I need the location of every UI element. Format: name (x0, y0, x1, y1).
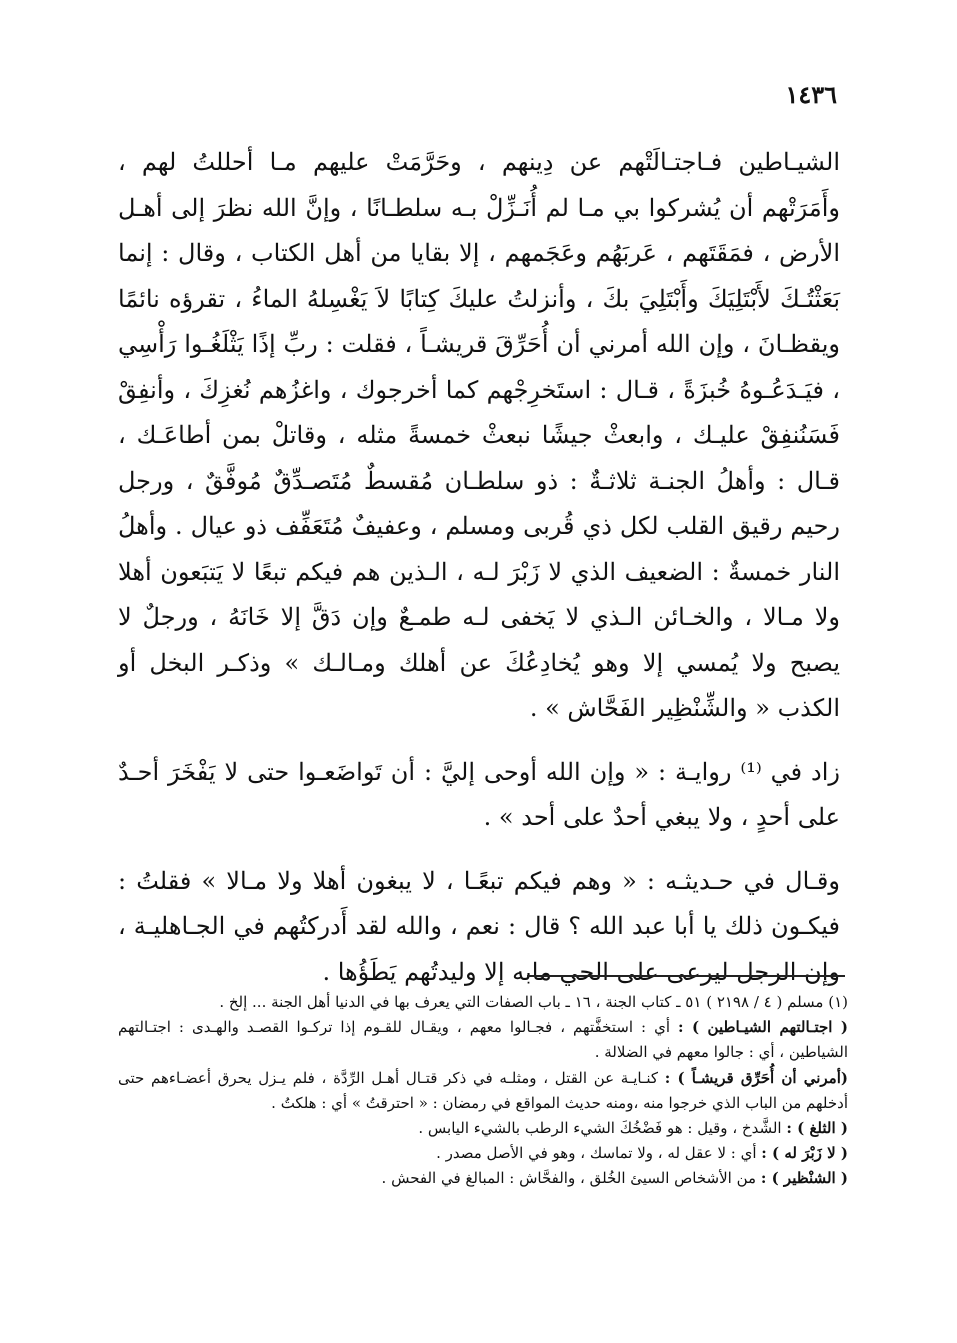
footnote-text: أي : لا عقل له ، ولا تماسك ، وهو في الأصل مصدر . (436, 1144, 762, 1163)
footnote-term: ( الشنْظير ) : (760, 1169, 848, 1188)
footnote-term: ( الثلغ ) : (786, 1119, 848, 1138)
main-text (118, 140, 840, 995)
footnote-text: كنـايـة عن القتل ، ومثلـه في ذكر قتـال أهـل الرِّدَّة ، فلم يـزل يحرق أعضـاءهم حتى أدخلهم من الباب الذي خرجوا منه ،ومنه حديث المواقع في رمضان : « احترقتُ » أي : هلكتُ . (118, 1068, 848, 1112)
footnote-term: ( لا زَبْرَ له ) : (761, 1144, 848, 1163)
footnote-term: ( اجتـالتهم الشيـاطين ) : (678, 1018, 848, 1037)
footnotes (118, 990, 848, 1192)
paragraph-ziyada: زاد في ⁽¹⁾ روايـة : « وإن الله أوحى إليَّ : أن تَواضَعـوا حتى لا يَفْخَرَ أحـدٌ على أحدٍ ، ولا يبغي أحدٌ على أحد » . (118, 757, 840, 831)
footnote-text: أي : استخفَّتهم ، فجـالوا معهم ، ويقـال للقـوم إذا تركـوا القصـد والهـدى : اجتـالتهم الشياطين ، أي : جالوا معهم في الضلالة . (118, 1018, 848, 1062)
paragraph-hadith: الشيـاطين فـاجتـالَتْهم عن دِينهم ، وحَرَّمَتْ عليهم مـا أحللتُ لهم ، وأَمَرَتْهم أن يُشركوا بي مـا لم أُنَـزِّلْ بـه سلطـانًا ، وإنَّ الله نظرَ إلى أهـل الأرض ، فمَقَتَهم ، عَربَهُم وعَجَمهم ، إلا بقايا من أهل الكتاب ، وقال : إنما بَعَثْتُـكَ لأَبْتَلِيَكَ وأَبْتَلِيَ بكَ ، وأنزلتُ عليكَ كِتابًا لاَ يَغْسِلهُ الماءُ ، تقرؤه نائمًا ويقظـانَ ، وإن الله أمرني أن أُحَرِّقَ قريشـاً ، فقلت : ربِّ إذًا يَثْلَغُـوا رَأْسِي ، فيَـدَعُـوهُ خُبزَةً ، قـال : استَخرِجْهم كما أخرجوك ، واغزُهم نُغزِكَ ، وأنفِقْ فَسَنُنفِقْ عليـك ، وابعثْ جيشًا نبعثْ خمسةً مثله ، وقاتلْ بمن أطاعَـك ، قـال : وأهلُ الجنـة ثلاثـةٌ : ذو سلطـان مُقسطٌ مُتَصـدِّقٌ مُوفَّقٌ ، ورجل رحيم رقيق القلب لكل ذي قُربى ومسلم ، وعفيفٌ مُتَعَفِّف ذو عيال . وأهلُ النار خمسةٌ : الضعيف الذي لا زَبْرَ لـه ، الـذين هم فيكم تبعًا لا يَتبَعون أهلا ولا مـالا ، والخـائن الـذي لا يَخفى لـه طمـعٌ وإن دَقَّ إلا خَانَهُ ، ورجلٌ لا يصبح ولا يُمسي إلا وهو يُخادِعُكَ عن أهلك ومـالـك » وذكـر البخل أو الكذب « والشِّنْظِير الفَحَّاش » . (118, 148, 841, 722)
footnote-term: (أمرني أن أُحَرِّق قريشـاً ) : (664, 1068, 848, 1087)
footnote-text: من الأشخاص السيئ الخُلق ، والفحَّاش : المبالغ في الفحش . (381, 1169, 761, 1188)
page-number: ١٤٣٦ (785, 80, 837, 109)
footnote-source (118, 990, 848, 1015)
footnote-ijtalathum (118, 1015, 848, 1065)
footnote-separator (527, 975, 845, 977)
paragraph-hadithuhu: وقـال في حـديثـه : « وهم فيكم تبعًـا ، لا يبغون أهلا ولا مـالا » فقلتُ : فيكـون ذلك يا أبا عبد الله ؟ قال : نعم ، والله لقد أَدركتُهم في الجـاهليـة ، وإن الرجل ليرعى على الحي مابه إلا وليدتُهم يَطَؤُها . (118, 866, 840, 986)
footnote-uharriq (118, 1066, 848, 1116)
footnote-text: (١) مسلم ( ٤ / ٢١٩٨ ) ٥١ ـ كتاب الجنة ، ١٦ ـ باب الصفات التي يعرف بها في الدنيا أهل الجنة ... إلخ . (219, 993, 848, 1011)
footnote-text: الشَّدخ ، وقيل : هو فَضْخُكَ الشيء الرطب بالشيء اليابس . (418, 1119, 787, 1138)
footnote-shinzir (118, 1166, 848, 1191)
footnote-zabr (118, 1141, 848, 1166)
footnote-thalgh (118, 1116, 848, 1141)
